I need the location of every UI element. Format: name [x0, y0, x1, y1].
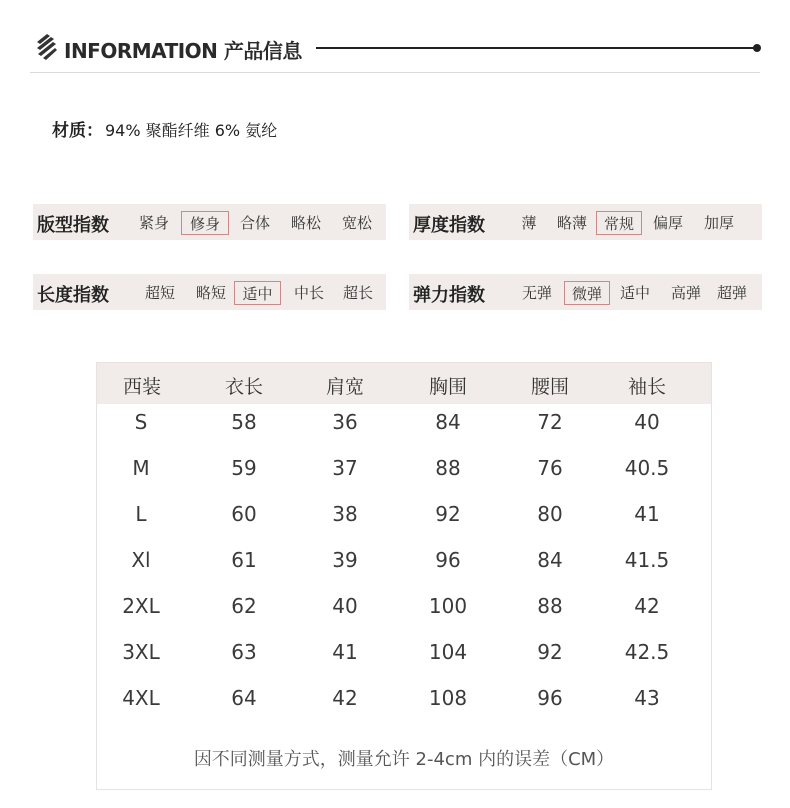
length-option-selected: 适中 — [234, 281, 281, 305]
table-cell: 40 — [332, 594, 358, 618]
header-rule — [30, 72, 760, 73]
table-row — [97, 686, 711, 732]
table-row — [97, 456, 711, 502]
table-cell: 42 — [332, 686, 358, 710]
thickness-option-selected: 常规 — [596, 211, 642, 235]
thickness-index-panel — [409, 204, 762, 240]
fit-option: 合体 — [239, 214, 270, 232]
table-cell: 58 — [231, 410, 257, 434]
table-cell: L — [135, 502, 147, 526]
elasticity-index-panel — [409, 274, 762, 310]
header-line-dot — [753, 44, 761, 52]
table-cell: 59 — [231, 456, 257, 480]
table-cell: 84 — [435, 410, 461, 434]
header-divider-line — [316, 47, 756, 49]
table-cell: 63 — [231, 640, 257, 664]
table-cell: 42.5 — [624, 640, 670, 664]
elasticity-option: 高弹 — [670, 284, 701, 302]
length-option: 超长 — [342, 284, 373, 302]
fit-index-title: 版型指数 — [37, 215, 109, 236]
elasticity-option: 适中 — [619, 284, 650, 302]
table-cell: 88 — [537, 594, 563, 618]
table-cell: 108 — [428, 686, 468, 710]
fit-option: 略松 — [290, 214, 321, 232]
table-cell: 42 — [634, 594, 660, 618]
table-cell: 88 — [435, 456, 461, 480]
table-cell: 41.5 — [624, 548, 670, 572]
table-cell: 41 — [332, 640, 358, 664]
table-cell: 2XL — [122, 594, 160, 618]
material-label: 材质： — [52, 121, 103, 141]
header-cell: 肩宽 — [325, 376, 364, 398]
table-cell: 96 — [435, 548, 461, 572]
elasticity-option: 无弹 — [521, 284, 552, 302]
thickness-option: 薄 — [521, 214, 537, 232]
table-cell: 41 — [634, 502, 660, 526]
table-cell: S — [134, 410, 148, 434]
table-header — [97, 363, 711, 404]
table-cell: 60 — [231, 502, 257, 526]
length-index-panel — [33, 274, 386, 310]
page-title: INFORMATION 产品信息 — [64, 39, 302, 63]
thickness-option: 略薄 — [556, 214, 587, 232]
fit-option-selected: 修身 — [181, 211, 229, 235]
table-cell: 100 — [428, 594, 468, 618]
table-cell: 36 — [332, 410, 358, 434]
table-cell: 43 — [634, 686, 660, 710]
table-cell: 40.5 — [624, 456, 670, 480]
table-row — [97, 410, 711, 456]
table-cell: 3XL — [122, 640, 160, 664]
table-cell: 39 — [332, 548, 358, 572]
header-cell: 西装 — [122, 376, 161, 398]
thickness-option: 偏厚 — [652, 214, 683, 232]
fit-index-panel — [33, 204, 386, 240]
measurement-note: 因不同测量方式，测量允许 2-4cm 内的误差（CM） — [193, 749, 615, 770]
thickness-option: 加厚 — [703, 214, 734, 232]
table-row — [97, 594, 711, 640]
table-cell: 92 — [435, 502, 461, 526]
table-cell: 76 — [537, 456, 563, 480]
elasticity-index-title: 弹力指数 — [413, 285, 485, 306]
length-index-title: 长度指数 — [37, 285, 109, 306]
length-option: 略短 — [195, 284, 226, 302]
table-cell: 62 — [231, 594, 257, 618]
elasticity-option-selected: 微弹 — [564, 281, 610, 305]
table-cell: 40 — [634, 410, 660, 434]
thickness-index-title: 厚度指数 — [413, 215, 485, 236]
table-cell: Xl — [131, 548, 151, 572]
table-cell: 64 — [231, 686, 257, 710]
table-cell: 92 — [537, 640, 563, 664]
stripes-logo-icon — [34, 32, 58, 60]
table-cell: 61 — [231, 548, 257, 572]
table-cell: 38 — [332, 502, 358, 526]
header-cell: 胸围 — [428, 376, 467, 398]
header-cell: 衣长 — [224, 376, 263, 398]
table-cell: 84 — [537, 548, 563, 572]
length-option: 超短 — [144, 284, 175, 302]
fit-option: 宽松 — [341, 214, 372, 232]
table-cell: 96 — [537, 686, 563, 710]
table-cell: 4XL — [122, 686, 160, 710]
material-line — [52, 116, 277, 141]
table-cell: 37 — [332, 456, 358, 480]
header-cell: 袖长 — [627, 376, 666, 398]
table-cell: 72 — [537, 410, 563, 434]
header-cell: 腰围 — [530, 376, 569, 398]
table-row — [97, 640, 711, 686]
table-row — [97, 502, 711, 548]
elasticity-option: 超弹 — [716, 284, 747, 302]
table-row — [97, 548, 711, 594]
table-cell: 104 — [428, 640, 468, 664]
section-header — [34, 28, 764, 68]
fit-option: 紧身 — [138, 214, 169, 232]
table-cell: 80 — [537, 502, 563, 526]
size-table — [96, 362, 712, 790]
length-option: 中长 — [293, 284, 324, 302]
table-cell: M — [132, 456, 150, 480]
material-value: 94% 聚酯纤维 6% 氨纶 — [105, 121, 278, 140]
